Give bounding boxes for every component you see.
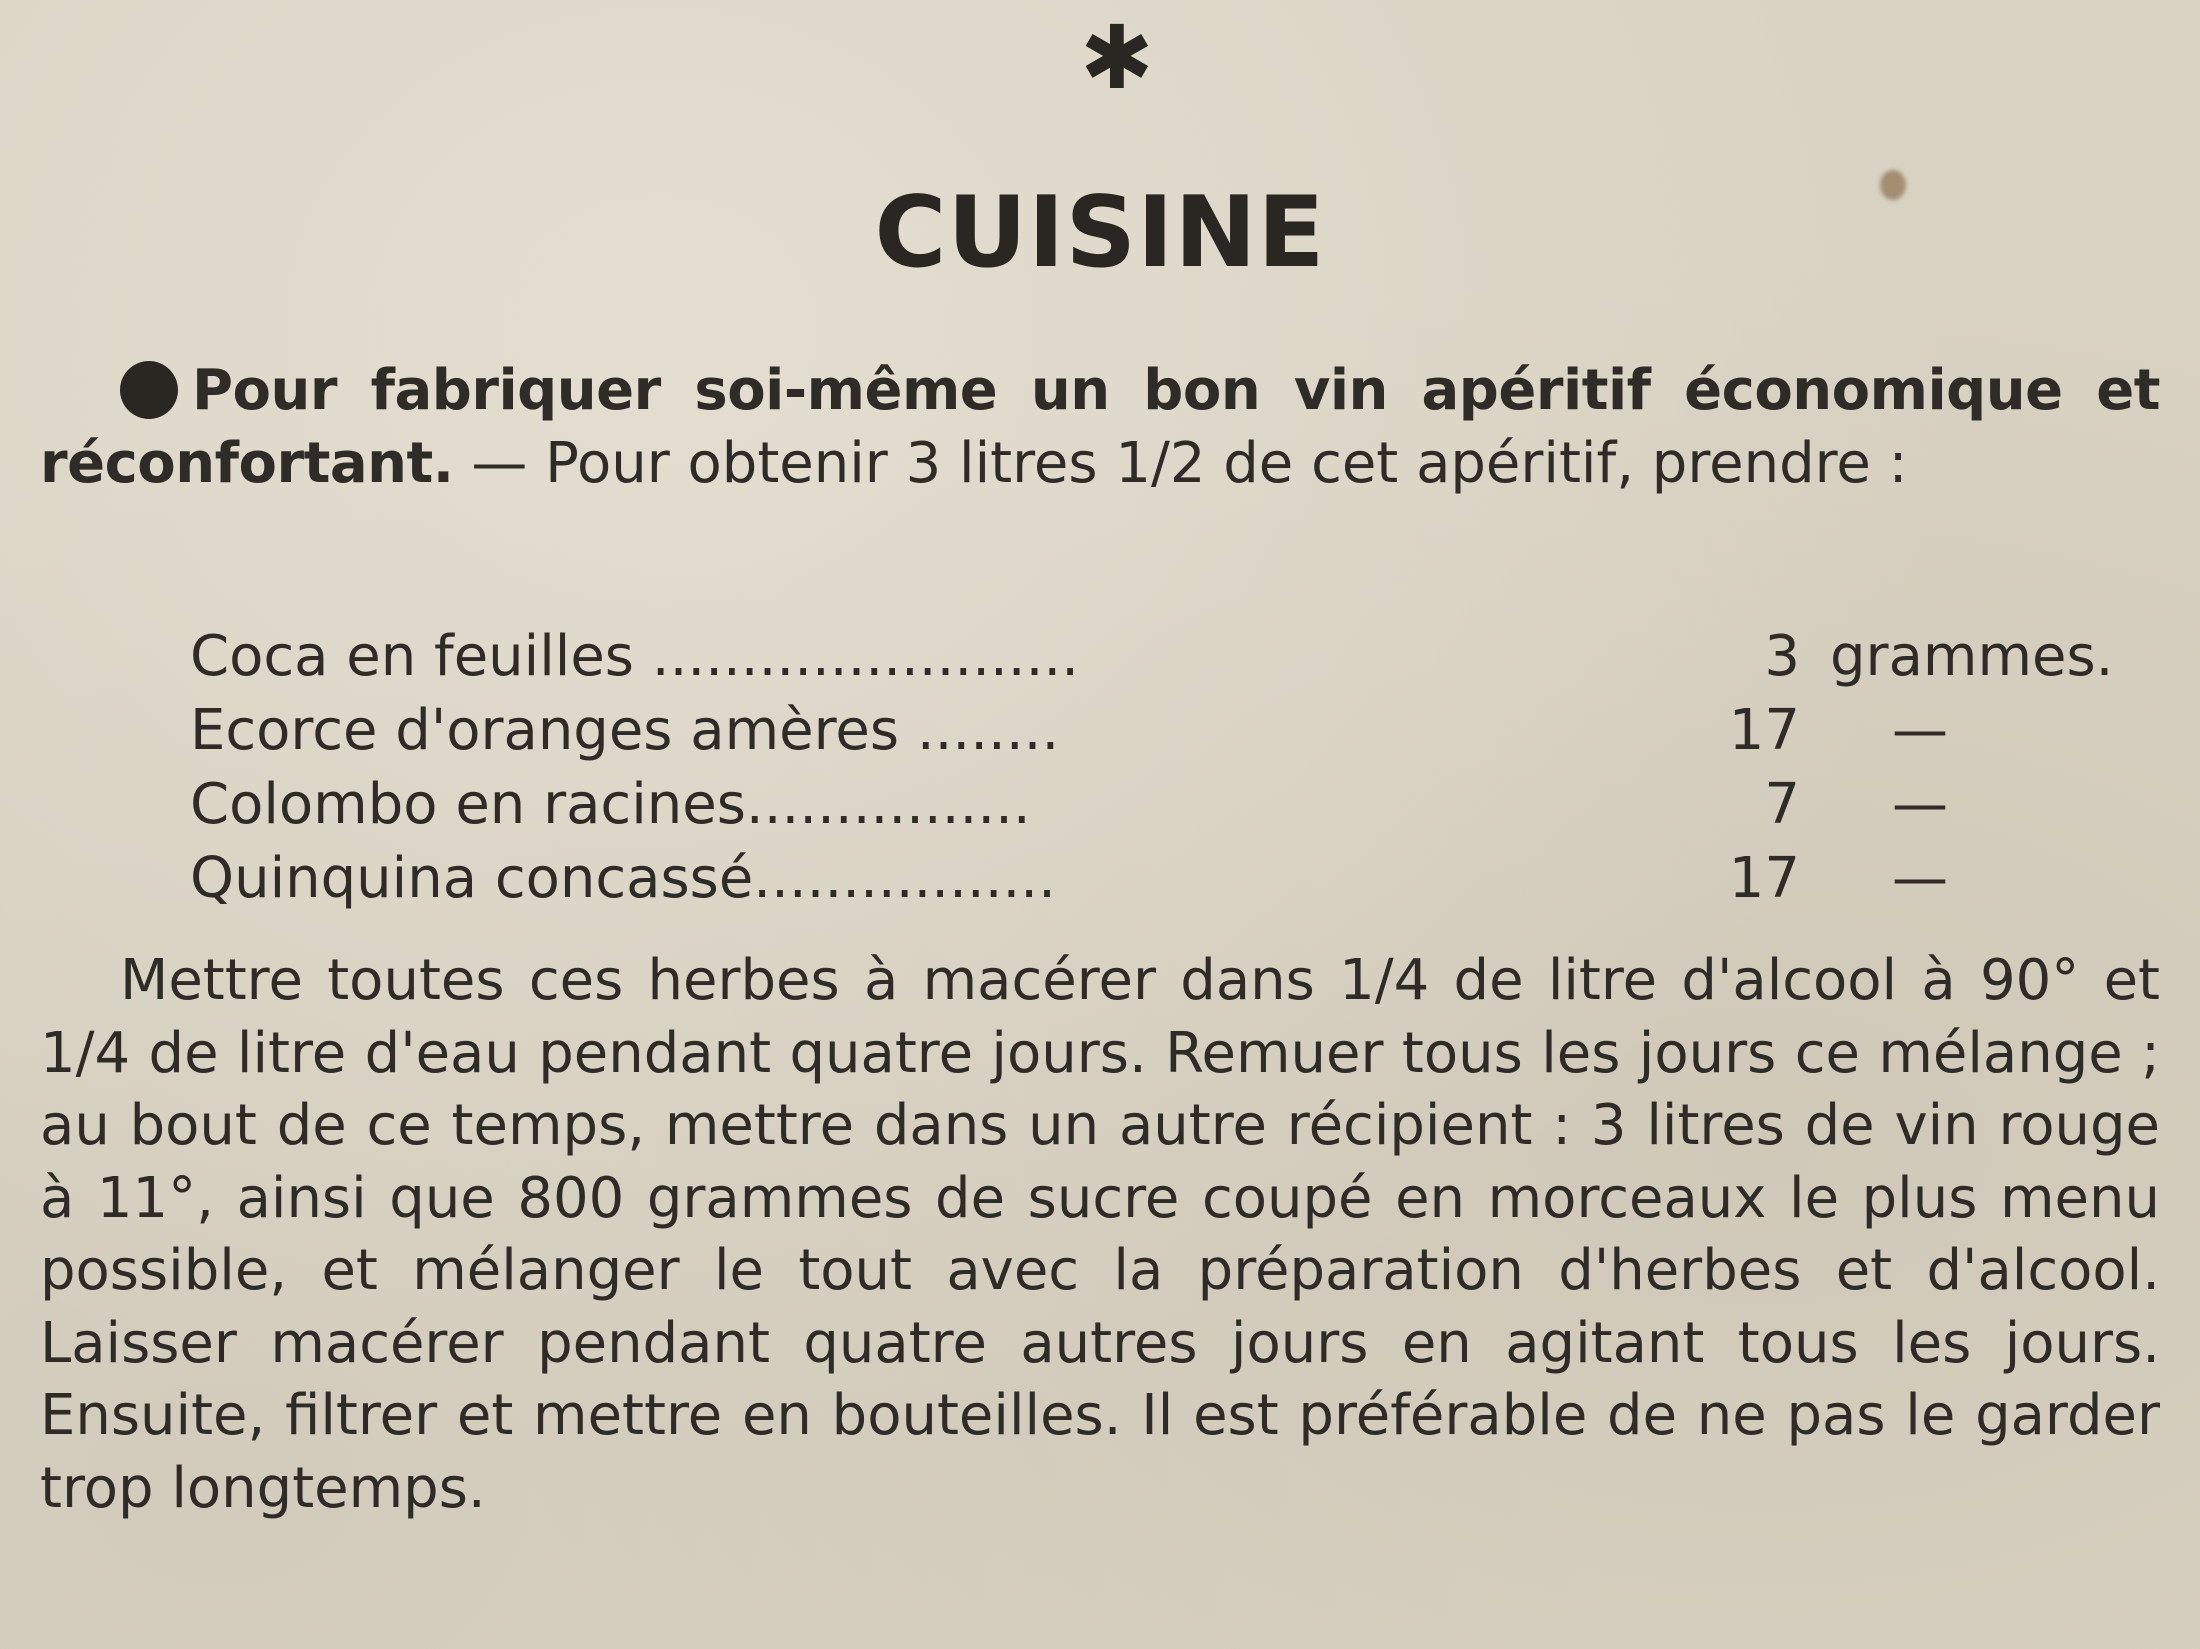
ingredient-row	[190, 842, 2050, 916]
ingredient-row	[190, 620, 2114, 694]
ingredient-name: Coca en feuilles	[190, 624, 634, 689]
recipe-method: Mettre toutes ces herbes à macérer dans 1/4 de litre d'alcool à 90° et 1/4 de litre d'eau pendant quatre jours. Remuer tous les jours ce mélange ; au bout de ce temps, mettre dans un autre récipient : 3 litres de vin rouge à 11°, ainsi que 800 grammes de sucre coupé en morceaux le plus menu possible, et mélanger le tout avec la préparation d'herbes et d'alcool. Laisser macérer pendant quatre autres jours en agitant tous les jours. Ensuite, filtrer et mettre en bouteilles. Il est préférable de ne pas le garder trop longtemps.	[40, 948, 2160, 1521]
leader-dots: ........................	[633, 624, 1080, 689]
ingredient-quantity: 3	[1764, 624, 1800, 689]
asterisk-ornament: ✱	[1080, 6, 1154, 109]
ingredient-quantity: 17	[1728, 846, 1800, 911]
recipe-heading: Pour fabriquer soi-même un bon vin apéritif économique et réconfortant.	[40, 358, 2160, 496]
ingredient-quantity: 7	[1764, 772, 1800, 837]
ingredient-name: Ecorce d'oranges amères	[190, 698, 900, 763]
leader-dots: .................	[753, 846, 1056, 911]
recipe-intro-text: — Pour obtenir 3 litres 1/2 de cet apéritif, prendre :	[453, 430, 1908, 496]
ingredient-unit: grammes.	[1830, 624, 2114, 689]
bullet-icon	[120, 361, 178, 419]
ingredient-name: Colombo en racines	[190, 772, 746, 837]
ingredient-unit: —	[1892, 846, 1948, 911]
section-title: CUISINE	[874, 176, 1326, 290]
ingredient-row	[190, 768, 2050, 842]
leader-dots: ........	[899, 698, 1060, 763]
ingredient-unit: —	[1892, 772, 1948, 837]
recipe-intro	[40, 355, 2160, 500]
ingredient-name: Quinquina concassé	[190, 846, 754, 911]
ingredient-unit: —	[1892, 698, 1948, 763]
ingredient-list	[190, 620, 2114, 916]
leader-dots: ................	[745, 772, 1031, 837]
ingredient-quantity: 17	[1728, 698, 1800, 763]
ingredient-row	[190, 694, 2050, 768]
